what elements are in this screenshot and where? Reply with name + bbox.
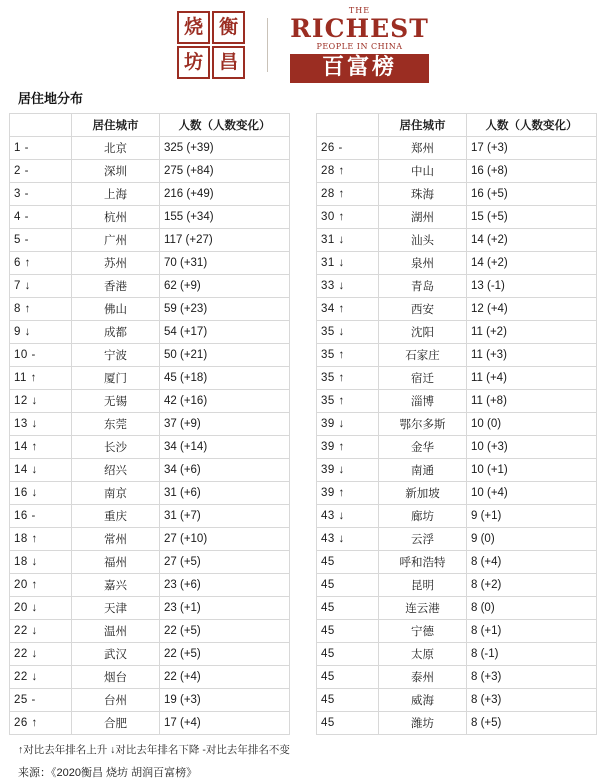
- table-row: [10, 183, 290, 206]
- cell-count: 325 (+39): [160, 137, 290, 160]
- cell-rank: 9 ↓: [10, 321, 72, 344]
- cell-city: 威海: [379, 689, 467, 712]
- cell-rank: 22 ↓: [10, 620, 72, 643]
- table-row: [317, 574, 597, 597]
- cell-count: 54 (+17): [160, 321, 290, 344]
- cell-rank: 3 -: [10, 183, 72, 206]
- cell-count: 275 (+84): [160, 160, 290, 183]
- table-row: [10, 643, 290, 666]
- logo-richest: RICHEST: [290, 14, 429, 43]
- table-row: [317, 298, 597, 321]
- cell-count: 8 (-1): [467, 643, 597, 666]
- table-row: [10, 597, 290, 620]
- table-row: [10, 482, 290, 505]
- cell-count: 37 (+9): [160, 413, 290, 436]
- cell-city: 宿迁: [379, 367, 467, 390]
- table-row: [10, 620, 290, 643]
- cell-city: 嘉兴: [72, 574, 160, 597]
- table-row: [317, 275, 597, 298]
- cell-rank: 39 ↑: [317, 436, 379, 459]
- cell-rank: 26 -: [317, 137, 379, 160]
- cell-count: 117 (+27): [160, 229, 290, 252]
- table-header-row: [10, 114, 290, 137]
- seal-char-3: 坊: [177, 46, 210, 79]
- cell-rank: 18 ↑: [10, 528, 72, 551]
- cell-city: 南京: [72, 482, 160, 505]
- cell-rank: 35 ↓: [317, 321, 379, 344]
- cell-count: 31 (+7): [160, 505, 290, 528]
- table-row: [10, 551, 290, 574]
- cell-rank: 6 ↑: [10, 252, 72, 275]
- table-row: [10, 206, 290, 229]
- table-body-left: [10, 137, 290, 735]
- cell-count: 59 (+23): [160, 298, 290, 321]
- cell-count: 11 (+8): [467, 390, 597, 413]
- table-row: [317, 459, 597, 482]
- cell-city: 宁德: [379, 620, 467, 643]
- table-row: [317, 643, 597, 666]
- cell-count: 10 (+3): [467, 436, 597, 459]
- cell-rank: 31 ↓: [317, 252, 379, 275]
- cell-city: 杭州: [72, 206, 160, 229]
- cell-count: 34 (+6): [160, 459, 290, 482]
- cell-count: 16 (+5): [467, 183, 597, 206]
- cell-rank: 13 ↓: [10, 413, 72, 436]
- cell-count: 62 (+9): [160, 275, 290, 298]
- logo-the: THE: [348, 6, 371, 15]
- cell-rank: 35 ↑: [317, 367, 379, 390]
- cell-city: 宁波: [72, 344, 160, 367]
- seal-column-2: [212, 11, 245, 79]
- cell-count: 8 (+3): [467, 689, 597, 712]
- table-row: [317, 597, 597, 620]
- table-row: [317, 367, 597, 390]
- cell-count: 216 (+49): [160, 183, 290, 206]
- cell-count: 10 (+1): [467, 459, 597, 482]
- cell-rank: 39 ↑: [317, 482, 379, 505]
- cell-city: 连云港: [379, 597, 467, 620]
- cell-count: 8 (+4): [467, 551, 597, 574]
- table-row: [10, 574, 290, 597]
- cell-rank: 8 ↑: [10, 298, 72, 321]
- cell-rank: 28 ↑: [317, 160, 379, 183]
- cell-rank: 35 ↑: [317, 344, 379, 367]
- cell-rank: 45: [317, 666, 379, 689]
- cell-rank: 45: [317, 712, 379, 735]
- richest-logo: [290, 7, 429, 83]
- tables-container: [14, 113, 592, 735]
- cell-city: 绍兴: [72, 459, 160, 482]
- cell-count: 14 (+2): [467, 252, 597, 275]
- table-row: [317, 183, 597, 206]
- cell-rank: 26 ↑: [10, 712, 72, 735]
- cell-count: 10 (+4): [467, 482, 597, 505]
- cell-rank: 4 -: [10, 206, 72, 229]
- table-row: [10, 528, 290, 551]
- cell-city: 深圳: [72, 160, 160, 183]
- cell-city: 合肥: [72, 712, 160, 735]
- table-row: [317, 666, 597, 689]
- table-row: [10, 689, 290, 712]
- column-header-city: 居住城市: [72, 114, 160, 137]
- cell-count: 8 (+3): [467, 666, 597, 689]
- cell-city: 重庆: [72, 505, 160, 528]
- cell-rank: 7 ↓: [10, 275, 72, 298]
- cell-rank: 45: [317, 551, 379, 574]
- table-row: [317, 321, 597, 344]
- cell-rank: 43 ↓: [317, 505, 379, 528]
- cell-city: 苏州: [72, 252, 160, 275]
- residence-table-left: [9, 113, 290, 735]
- cell-count: 31 (+6): [160, 482, 290, 505]
- cell-city: 佛山: [72, 298, 160, 321]
- cell-count: 16 (+8): [467, 160, 597, 183]
- cell-count: 70 (+31): [160, 252, 290, 275]
- cell-count: 9 (0): [467, 528, 597, 551]
- cell-city: 北京: [72, 137, 160, 160]
- cell-city: 郑州: [379, 137, 467, 160]
- table-row: [10, 413, 290, 436]
- cell-rank: 45: [317, 597, 379, 620]
- cell-city: 潍坊: [379, 712, 467, 735]
- cell-rank: 16 ↓: [10, 482, 72, 505]
- cell-count: 12 (+4): [467, 298, 597, 321]
- cell-count: 13 (-1): [467, 275, 597, 298]
- cell-rank: 25 -: [10, 689, 72, 712]
- seal-char-2: 衡: [212, 11, 245, 44]
- cell-rank: 45: [317, 689, 379, 712]
- cell-rank: 14 ↓: [10, 459, 72, 482]
- table-row: [10, 344, 290, 367]
- table-row: [317, 413, 597, 436]
- cell-city: 泉州: [379, 252, 467, 275]
- cell-city: 上海: [72, 183, 160, 206]
- cell-count: 19 (+3): [160, 689, 290, 712]
- table-row: [10, 137, 290, 160]
- column-header-count: 人数（人数变化）: [467, 114, 597, 137]
- cell-city: 呼和浩特: [379, 551, 467, 574]
- table-row: [317, 528, 597, 551]
- cell-rank: 11 ↑: [10, 367, 72, 390]
- table-row: [10, 367, 290, 390]
- cell-count: 15 (+5): [467, 206, 597, 229]
- table-row: [317, 551, 597, 574]
- cell-count: 23 (+1): [160, 597, 290, 620]
- cell-count: 22 (+5): [160, 643, 290, 666]
- cell-city: 烟台: [72, 666, 160, 689]
- cell-city: 太原: [379, 643, 467, 666]
- cell-rank: 10 -: [10, 344, 72, 367]
- cell-count: 11 (+4): [467, 367, 597, 390]
- cell-rank: 1 -: [10, 137, 72, 160]
- cell-city: 金华: [379, 436, 467, 459]
- table-row: [317, 436, 597, 459]
- table-row: [317, 229, 597, 252]
- cell-city: 天津: [72, 597, 160, 620]
- cell-count: 10 (0): [467, 413, 597, 436]
- table-row: [10, 390, 290, 413]
- cell-rank: 16 -: [10, 505, 72, 528]
- cell-city: 西安: [379, 298, 467, 321]
- source-note: 来源：《2020衡昌 烧坊 胡润百富榜》: [18, 767, 198, 779]
- table-header-row: [317, 114, 597, 137]
- table-row: [10, 666, 290, 689]
- table-row: [317, 712, 597, 735]
- cell-rank: 2 -: [10, 160, 72, 183]
- table-row: [317, 137, 597, 160]
- logo-subtitle-cn: 百富榜: [290, 54, 429, 83]
- table-row: [10, 160, 290, 183]
- seal-char-1: 烧: [177, 11, 210, 44]
- cell-rank: 45: [317, 574, 379, 597]
- cell-count: 9 (+1): [467, 505, 597, 528]
- cell-city: 湖州: [379, 206, 467, 229]
- cell-rank: 33 ↓: [317, 275, 379, 298]
- cell-city: 新加坡: [379, 482, 467, 505]
- cell-rank: 43 ↓: [317, 528, 379, 551]
- table-body-right: [317, 137, 597, 735]
- cell-city: 廊坊: [379, 505, 467, 528]
- cell-count: 50 (+21): [160, 344, 290, 367]
- cell-rank: 39 ↓: [317, 413, 379, 436]
- cell-rank: 20 ↑: [10, 574, 72, 597]
- cell-city: 常州: [72, 528, 160, 551]
- cell-count: 155 (+34): [160, 206, 290, 229]
- cell-city: 石家庄: [379, 344, 467, 367]
- table-row: [317, 505, 597, 528]
- cell-count: 8 (0): [467, 597, 597, 620]
- cell-city: 成都: [72, 321, 160, 344]
- seal-column-1: [177, 11, 210, 79]
- cell-city: 汕头: [379, 229, 467, 252]
- table-row: [317, 620, 597, 643]
- cell-city: 云浮: [379, 528, 467, 551]
- cell-count: 17 (+3): [467, 137, 597, 160]
- column-header-count: 人数（人数变化）: [160, 114, 290, 137]
- cell-city: 福州: [72, 551, 160, 574]
- cell-city: 东莞: [72, 413, 160, 436]
- table-row: [10, 298, 290, 321]
- cell-city: 无锡: [72, 390, 160, 413]
- table-row: [10, 252, 290, 275]
- cell-city: 淄博: [379, 390, 467, 413]
- cell-count: 17 (+4): [160, 712, 290, 735]
- cell-city: 青岛: [379, 275, 467, 298]
- cell-city: 厦门: [72, 367, 160, 390]
- cell-rank: 45: [317, 620, 379, 643]
- cell-rank: 12 ↓: [10, 390, 72, 413]
- cell-rank: 22 ↓: [10, 666, 72, 689]
- cell-city: 温州: [72, 620, 160, 643]
- cell-count: 11 (+2): [467, 321, 597, 344]
- cell-count: 8 (+1): [467, 620, 597, 643]
- table-row: [10, 229, 290, 252]
- column-header-rank: [10, 114, 72, 137]
- cell-rank: 39 ↓: [317, 459, 379, 482]
- cell-city: 鄂尔多斯: [379, 413, 467, 436]
- table-row: [317, 482, 597, 505]
- table-row: [10, 321, 290, 344]
- cell-city: 香港: [72, 275, 160, 298]
- cell-count: 14 (+2): [467, 229, 597, 252]
- table-row: [317, 689, 597, 712]
- cell-rank: 35 ↑: [317, 390, 379, 413]
- cell-city: 泰州: [379, 666, 467, 689]
- masthead-divider: [267, 18, 268, 72]
- cell-rank: 30 ↑: [317, 206, 379, 229]
- cell-rank: 18 ↓: [10, 551, 72, 574]
- cell-count: 45 (+18): [160, 367, 290, 390]
- cell-count: 27 (+10): [160, 528, 290, 551]
- residence-table-right: [316, 113, 597, 735]
- cell-count: 22 (+5): [160, 620, 290, 643]
- brand-seal-icon: [177, 11, 245, 79]
- cell-city: 南通: [379, 459, 467, 482]
- cell-rank: 22 ↓: [10, 643, 72, 666]
- cell-city: 昆明: [379, 574, 467, 597]
- table-row: [10, 436, 290, 459]
- legend-footnote: ↑对比去年排名上升 ↓对比去年排名下降 -对比去年排名不变: [18, 744, 290, 756]
- table-row: [317, 390, 597, 413]
- masthead: [14, 0, 592, 82]
- cell-count: 27 (+5): [160, 551, 290, 574]
- cell-rank: 45: [317, 643, 379, 666]
- table-row: [317, 252, 597, 275]
- table-row: [10, 275, 290, 298]
- column-header-city: 居住城市: [379, 114, 467, 137]
- cell-rank: 34 ↑: [317, 298, 379, 321]
- cell-count: 11 (+3): [467, 344, 597, 367]
- cell-count: 42 (+16): [160, 390, 290, 413]
- logo-subtitle-en: PEOPLE IN CHINA: [316, 42, 403, 51]
- cell-rank: 5 -: [10, 229, 72, 252]
- cell-rank: 31 ↓: [317, 229, 379, 252]
- table-row: [317, 160, 597, 183]
- cell-count: 34 (+14): [160, 436, 290, 459]
- cell-rank: 14 ↑: [10, 436, 72, 459]
- cell-count: 8 (+2): [467, 574, 597, 597]
- table-row: [317, 206, 597, 229]
- table-row: [10, 712, 290, 735]
- cell-city: 广州: [72, 229, 160, 252]
- cell-rank: 28 ↑: [317, 183, 379, 206]
- cell-city: 珠海: [379, 183, 467, 206]
- cell-rank: 20 ↓: [10, 597, 72, 620]
- cell-city: 武汉: [72, 643, 160, 666]
- table-row: [10, 505, 290, 528]
- table-row: [317, 344, 597, 367]
- cell-count: 8 (+5): [467, 712, 597, 735]
- page-title: 居住地分布: [18, 91, 84, 106]
- cell-city: 中山: [379, 160, 467, 183]
- cell-city: 台州: [72, 689, 160, 712]
- cell-city: 沈阳: [379, 321, 467, 344]
- cell-count: 23 (+6): [160, 574, 290, 597]
- cell-city: 长沙: [72, 436, 160, 459]
- seal-char-4: 昌: [212, 46, 245, 79]
- cell-count: 22 (+4): [160, 666, 290, 689]
- column-header-rank: [317, 114, 379, 137]
- table-row: [10, 459, 290, 482]
